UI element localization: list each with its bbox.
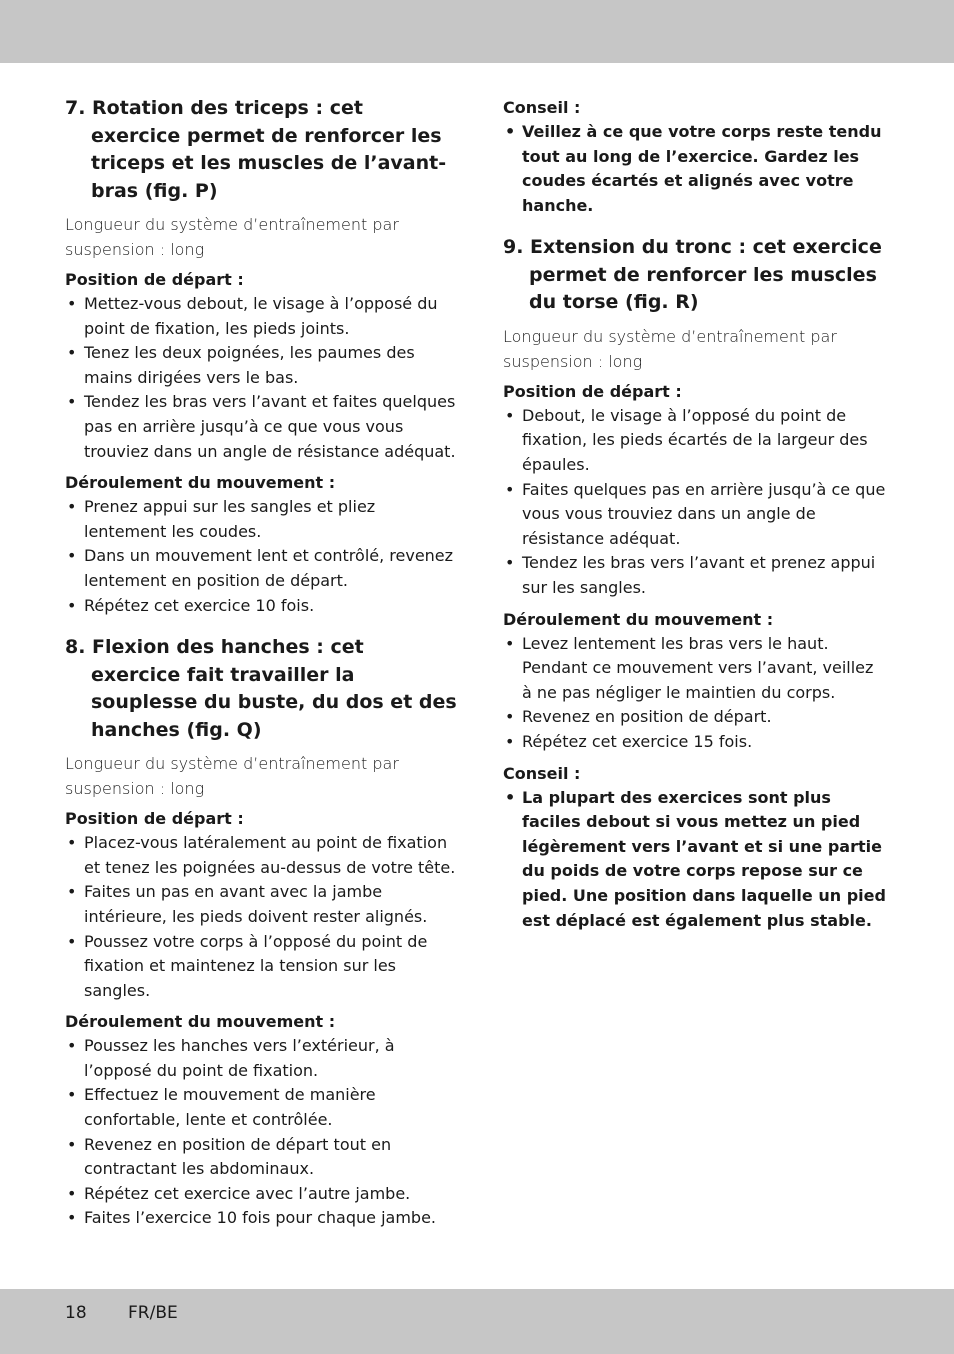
tip-2-heading: Conseil : bbox=[503, 763, 581, 783]
section-7-start-heading: Position de départ : bbox=[65, 270, 244, 289]
header-band bbox=[0, 0, 954, 63]
tip-1 bbox=[503, 95, 888, 218]
list-item: • Effectuez le mouvement de manière confortable, lente et contrôlée. bbox=[65, 1083, 457, 1132]
section-7 bbox=[65, 95, 457, 618]
list-item: • Revenez en position de départ tout en contractant les abdominaux. bbox=[65, 1133, 457, 1182]
list-item: • Veillez à ce que votre corps reste tendu tout au long de l’exercice. Gardez les coudes écartés et alignés avec votre hanche. bbox=[503, 120, 888, 218]
section-8-title: 8. Flexion des hanches : cet exercice fait travailler la souplesse du buste, du dos et des hanches (fig. Q) bbox=[65, 636, 457, 741]
section-9-title: 9. Extension du tronc : cet exercice permet de renforcer les muscles du torse (fig. R) bbox=[503, 236, 882, 314]
section-9-start-list bbox=[503, 404, 888, 601]
section-8-start-heading: Position de départ : bbox=[65, 809, 244, 829]
section-7-start-list bbox=[65, 292, 457, 464]
section-7-move-list bbox=[65, 495, 457, 618]
section-8 bbox=[65, 634, 457, 1231]
list-item: • Mettez-vous debout, le visage à l’opposé du point de fixation, les pieds joints. bbox=[65, 292, 457, 341]
right-column bbox=[503, 95, 888, 939]
section-7-move-heading: Déroulement du mouvement : bbox=[65, 473, 336, 493]
section-9-start-heading: Position de départ : bbox=[503, 381, 682, 401]
section-8-move-heading: Déroulement du mouvement : bbox=[65, 1012, 336, 1032]
list-item: • Placez-vous latéralement au point de fixation et tenez les poignées au-dessus de votre tête. bbox=[65, 831, 457, 880]
list-item: • Debout, le visage à l’opposé du point de fixation, les pieds écartés de la largeur des épaules. bbox=[503, 404, 888, 478]
language-code: FR/BE bbox=[128, 1303, 178, 1323]
left-column bbox=[65, 95, 457, 1237]
section-9-length: Longueur du système d’entraînement par suspension : long bbox=[503, 326, 837, 371]
list-item: • Poussez votre corps à l’opposé du point de fixation et maintenez la tension sur les sangles. bbox=[65, 930, 457, 1004]
list-item: • Tenez les deux poignées, les paumes des mains dirigées vers le bas. bbox=[65, 341, 457, 390]
tip-2-list bbox=[503, 786, 888, 934]
list-item: • Levez lentement les bras vers le haut. Pendant ce mouvement vers l’avant, veillez à ne pas négliger le maintien du corps. bbox=[503, 632, 888, 706]
section-8-start-list bbox=[65, 831, 457, 1003]
section-9 bbox=[503, 234, 888, 754]
list-item: • Poussez les hanches vers l’extérieur, à l’opposé du point de fixation. bbox=[65, 1034, 457, 1083]
list-item: • Tendez les bras vers l’avant et prenez appui sur les sangles. bbox=[503, 551, 888, 600]
list-item: • Tendez les bras vers l’avant et faites quelques pas en arrière jusqu’à ce que vous vous trouviez dans un angle de résistance adéquat. bbox=[65, 390, 457, 464]
tip-1-list bbox=[503, 120, 888, 218]
list-item: • Répétez cet exercice avec l’autre jambe. bbox=[65, 1182, 457, 1207]
list-item: • Faites un pas en avant avec la jambe intérieure, les pieds doivent rester alignés. bbox=[65, 880, 457, 929]
section-8-move-list bbox=[65, 1034, 457, 1231]
section-8-length: Longueur du système d’entraînement par suspension : long bbox=[65, 754, 399, 799]
list-item: • Prenez appui sur les sangles et pliez lentement les coudes. bbox=[65, 495, 457, 544]
section-7-length: Longueur du système d’entraînement par suspension : long bbox=[65, 215, 399, 259]
section-9-move-list bbox=[503, 632, 888, 755]
section-9-move-heading: Déroulement du mouvement : bbox=[503, 609, 774, 629]
list-item: • Répétez cet exercice 10 fois. bbox=[65, 594, 457, 619]
tip-1-heading: Conseil : bbox=[503, 98, 581, 117]
list-item: • Répétez cet exercice 15 fois. bbox=[503, 730, 888, 755]
section-7-title: 7. Rotation des triceps : cet exercice permet de renforcer les triceps et les muscles de l’avant-bras (fig. P) bbox=[65, 97, 447, 202]
tip-2 bbox=[503, 761, 888, 934]
list-item: • Faites l’exercice 10 fois pour chaque jambe. bbox=[65, 1206, 457, 1231]
page-number: 18 bbox=[65, 1303, 87, 1323]
list-item: • Faites quelques pas en arrière jusqu’à ce que vous vous trouviez dans un angle de résistance adéquat. bbox=[503, 478, 888, 552]
list-item: • Revenez en position de départ. bbox=[503, 705, 888, 730]
list-item: • La plupart des exercices sont plus faciles debout si vous mettez un pied légèrement vers l’avant et si une partie du poids de votre corps repose sur ce pied. Une position dans laquelle un pied est déplacé est également plus stable. bbox=[503, 786, 888, 934]
list-item: • Dans un mouvement lent et contrôlé, revenez lentement en position de départ. bbox=[65, 544, 457, 593]
